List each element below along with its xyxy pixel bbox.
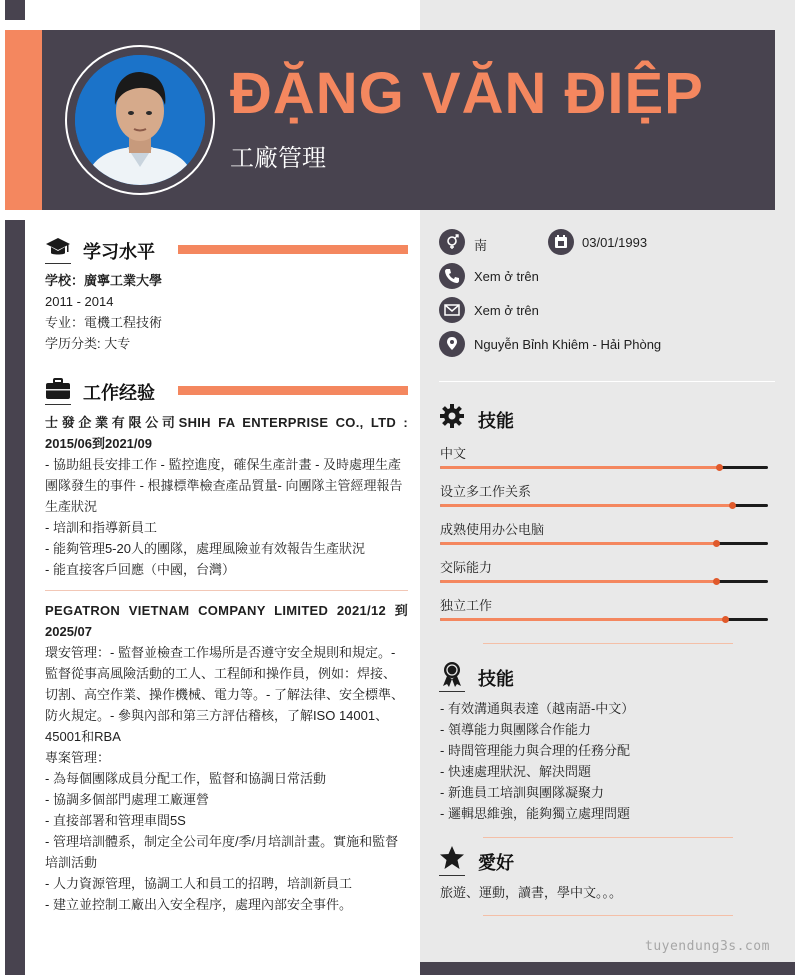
hobbies-text: 旅遊、運動，讀書，學中文。。。 [440,885,623,900]
skill-bar [440,580,768,583]
watermark: tuyendung3s.com [645,939,770,954]
skill-bar [440,504,768,507]
gender-value: 南 [474,238,488,253]
experience-heading: 工作经验 [83,383,155,403]
top-left-bar [5,0,25,20]
skill-label: 交际能力 [440,560,493,575]
section-underline [439,691,465,692]
section-underline [45,404,71,405]
job-line: - 協助組長安排工作 - 監控進度，確保生產計畫 - 及時處理生產團隊發生的事件 - 根據標準檢查產品質量- 向團隊主管經理報告生產狀況 [45,457,403,514]
map-pin-icon [439,331,465,357]
job-line: - 人力資源管理，協調工人和員工的招聘，培訓新員工 [45,876,352,891]
education-major: 专业：電機工程技術 [45,315,163,330]
phone-value: Xem ở trên [474,269,539,284]
job-period: 2025/07 [45,624,92,639]
candidate-name: ĐẶNG VĂN ĐIỆP [230,61,704,126]
section-rule [178,245,408,254]
email-value: Xem ở trên [474,303,539,318]
skills-heading: 技能 [478,411,514,431]
list-item: - 邏輯思維強，能夠獨立處理問題 [440,806,630,821]
gender-icon [439,229,465,255]
education-school: 学校：廣寧工業大學 [45,273,163,288]
section-underline [45,263,71,264]
skills-list [440,698,775,824]
job-line: - 協調多個部門處理工廠運營 [45,792,209,807]
header-accent-strip [5,30,42,210]
education-section-header [45,235,408,265]
address-value: Nguyễn Bỉnh Khiêm - Hải Phòng [474,337,662,352]
hobbies-heading: 愛好 [478,853,514,873]
birthday-value: 03/01/1993 [582,235,648,250]
section-rule [178,386,408,395]
job-line: 環安管理：- 監督並檢查工作場所是否遵守安全規則和規定。- 監督從事高風險活動的工人、工程師和操作員，例如：焊接、切割、高空作業、操作機械、電力等。- 了解法律、安全標準、防火規定。- 參與內部和第三方評估稽核，了解ISO 14001、45001和RBA [45,645,404,744]
avatar [75,55,205,185]
section-underline [439,875,465,876]
job-company: 士發企業有限公司SHIH FA ENTERPRISE CO., LTD : [45,415,408,430]
skill-bar-knob [713,578,720,585]
avatar-portrait [75,55,205,185]
job-line: - 建立並控制工廠出入安全程序，處理內部安全事件。 [45,897,352,912]
skill-label: 设立多工作关系 [440,484,532,499]
job-entry-2 [45,600,408,915]
list-item: - 有效溝通與表達（越南語-中文） [440,701,635,716]
job-line: 專案管理： [45,750,111,765]
skills-list-heading: 技能 [478,669,514,689]
job-line: - 培訓和指導新員工 [45,520,157,535]
skill-label: 中文 [440,446,467,461]
list-item: - 新進員工培訓與團隊凝聚力 [440,785,604,800]
skill-bar [440,618,768,621]
calendar-icon [548,229,574,255]
job-line: - 為每個團隊成員分配工作，監督和協調日常活動 [45,771,326,786]
experience-section-header [45,376,408,406]
skill-bar-knob [729,502,736,509]
envelope-icon [439,297,465,323]
hobbies-separator [483,915,733,916]
skills-list-separator [483,837,733,838]
star-icon [439,845,465,871]
avatar-ring [65,45,215,195]
skill-bar-knob [713,540,720,547]
job-line: - 直接部署和管理車間5S [45,813,186,828]
skill-bar-fill [440,580,716,583]
list-item: - 領導能力與團隊合作能力 [440,722,591,737]
gear-icon [439,403,465,429]
briefcase-icon [45,376,71,402]
education-years: 2011 - 2014 [45,294,114,309]
job-period: 2015/06到2021/09 [45,436,152,451]
award-ribbon-icon [439,661,465,687]
education-details [45,270,408,354]
left-accent-bar [5,220,25,975]
job-line: - 管理培訓體系，制定全公司年度/季/月培訓計畫。實施和監督培訓活動 [45,834,399,870]
list-item: - 快速處理狀況、解決問題 [440,764,591,779]
skill-bar-fill [440,466,719,469]
skill-bar [440,542,768,545]
header-banner [5,30,775,210]
job-separator [45,590,408,591]
skill-bar-knob [716,464,723,471]
skill-bar-fill [440,618,725,621]
phone-icon [439,263,465,289]
skill-label: 独立工作 [440,598,493,613]
job-line: - 能夠管理5-20人的團隊，處理風險並有效報告生產狀況 [45,541,365,556]
job-line: - 能直接客戶回應（中國，台灣） [45,562,235,577]
skills-separator [483,643,733,644]
contact-divider [439,381,775,382]
skill-bar-fill [440,542,716,545]
bottom-right-bar [420,962,795,975]
skill-bar-fill [440,504,732,507]
list-item: - 時間管理能力與合理的任務分配 [440,743,630,758]
skill-label: 成熟使用办公电脑 [440,522,545,537]
graduation-cap-icon [45,235,71,261]
job-entry-1 [45,412,408,580]
education-heading: 学习水平 [83,242,155,262]
job-company: PEGATRON VIETNAM COMPANY LIMITED 2021/12 到 [45,603,408,618]
skill-bar [440,466,768,469]
education-degree: 学历分类: 大专 [45,336,131,351]
job-title: 工廠管理 [230,145,326,172]
